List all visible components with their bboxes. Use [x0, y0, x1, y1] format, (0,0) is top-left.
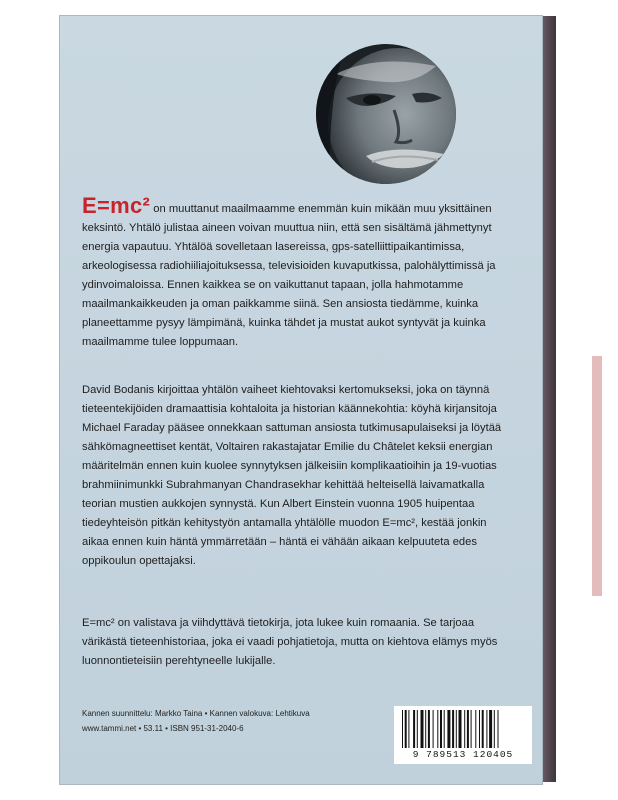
- cover-credits: [82, 706, 342, 736]
- emc-logotype: E=mc²: [82, 193, 151, 218]
- author-portrait-photo: [316, 44, 456, 184]
- barcode-bars: [400, 710, 526, 750]
- barcode-digits: 9 789513 120405: [412, 749, 514, 760]
- credits-line-isbn: www.tammi.net • 53.11 • ISBN 951-31-2040-6: [82, 724, 244, 733]
- credits-line-design: Kannen suunnittelu: Markko Taina • Kannen valokuva: Lehtikuva: [82, 709, 310, 718]
- description-paragraph-1: David Bodanis kirjoittaa yhtälön vaiheet kiehtovaksi kertomukseksi, joka on täynnä tieteentekijöiden dramaattisia kohtaloita ja historian käännekohtia: köyhä kirjansitoja Michael Faraday pääsee onnekkaan sattuman ansiosta tutkimusapulaiseksi ja löytää sähkömagneettiset kentät, Voltairen rakastajatar Emilie du Châtelet keksii energian määritelmän ennen kuin kuolee synnytyksen jälkeisiin komplikaatioihin ja 19-vuotias brahmiinimunkki Subrahmanyan Chandrasekhar kehittää helteisellä laivamatkalla teorian mustien aukkojen synnystä. Kun Albert Einstein vuonna 1905 huipentaa tiedeyhteisön pitkän kehitystyön antamalla yhtälölle muodon E=mc², kestää jonkin aikaa ennen kuin häntä ymmärretään – häntä ei vähään aikaan kelpuuteta edes oppikoulun opettajaksi.: [82, 384, 502, 567]
- isbn-barcode: [394, 706, 532, 764]
- headline-paragraph: [82, 193, 512, 352]
- headline-text: on muuttanut maailmaamme enemmän kuin mikään muu yksittäinen keksintö. Yhtälö julistaa aineen voivan muuttua niin, että sen sisältämä jähmettynyt energia vapautuu. Yhtälöä sovelletaan lasereissa, gps-satelliittipaikantimissa, arkeologisessa radiohiiliajoituksessa, televisioiden kuvaputkissa, palohälyttimissä ja ydinvoimaloissa. Ennen kaikkea se on vaikuttanut tapaan, jolla hahmotamme maailmankaikkeuden ja oman paikkamme siinä. Sen ansiosta tiedämme, kuinka planeettamme pysyy lämpimänä, kuinka tähdet ja mustat aukot syntyvät ja kuinka maailmamme tulee loppumaan.: [82, 203, 496, 348]
- description-paragraph-2: E=mc² on valistava ja viihdyttävä tietokirja, jota lukee kuin romaania. Se tarjoaa värikästä tieteenhistoriaa, joka ei vaadi pohjatietoja, mutta on kiehtova elämys myös luonnontieteisiin perehtyneelle lukijalle.: [82, 617, 498, 667]
- spine-title-fragment: [592, 356, 602, 596]
